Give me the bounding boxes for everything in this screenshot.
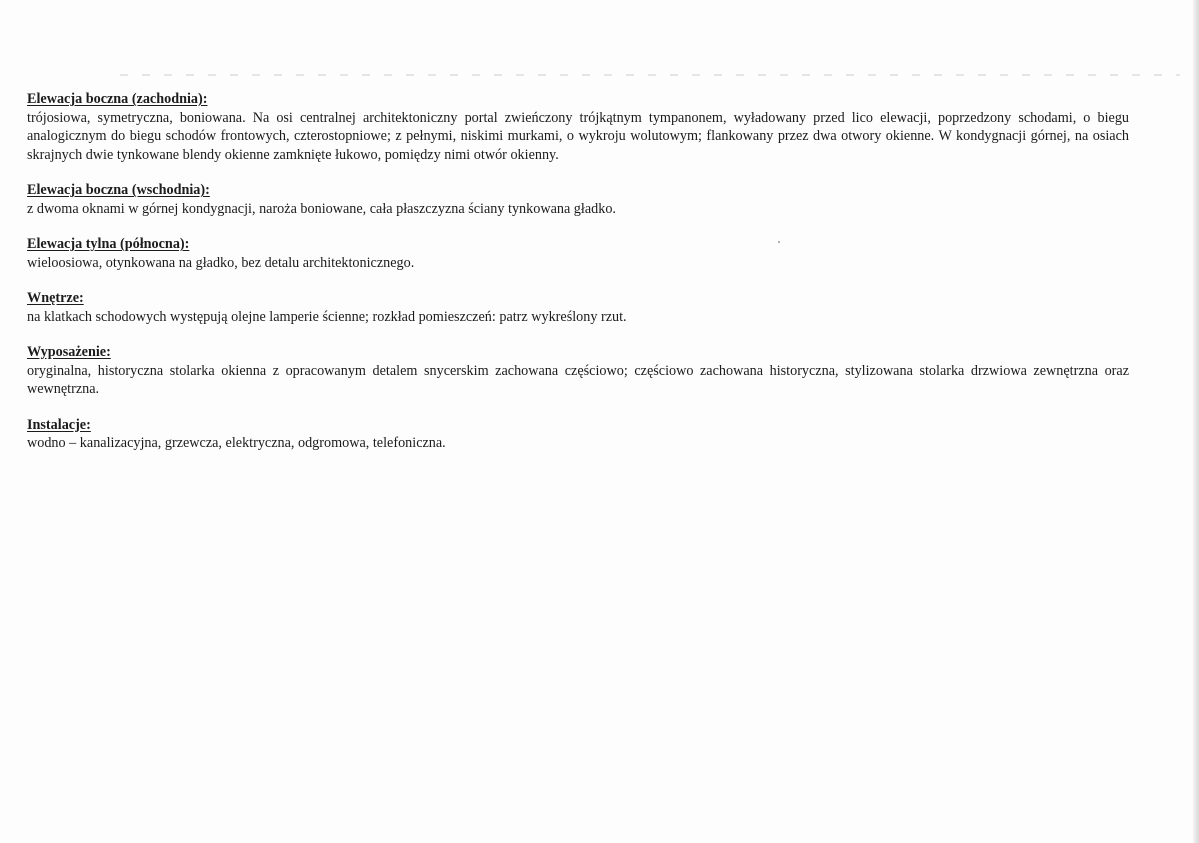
section-heading: Elewacja tylna (północna): xyxy=(27,236,190,252)
section-heading: Elewacja boczna (zachodnia): xyxy=(27,91,208,107)
section-rear-elevation xyxy=(27,235,1129,272)
section-text: na klatkach schodowych występują olejne lamperie ścienne; rozkład pomieszczeń: patrz wykreślony rzut. xyxy=(27,308,627,325)
section-installations xyxy=(27,416,1129,453)
section-text: wieloosiowa, otynkowana na gładko, bez detalu architektonicznego. xyxy=(27,254,415,271)
document-body xyxy=(27,90,1129,470)
section-heading: Wyposażenie: xyxy=(27,344,111,360)
section-furnishings xyxy=(27,343,1129,399)
section-heading: Elewacja boczna (wschodnia): xyxy=(27,182,210,198)
section-interior xyxy=(27,289,1129,326)
section-heading: Instalacje: xyxy=(27,416,91,433)
section-west-elevation xyxy=(27,90,1129,164)
section-text: oryginalna, historyczna stolarka okienna z opracowanym detalem snycerskim zachowana częściowo; częściowo zachowana historyczna, stylizowana stolarka drzwiowa zewnętrzna oraz wewnętrzna. xyxy=(27,362,1129,397)
scan-artifact-line xyxy=(120,74,1180,76)
section-text: trójosiowa, symetryczna, boniowana. Na osi centralnej architektoniczny portal zwieńczony trójkątnym tympanonem, wyładowany przed lico elewacji, poprzedzony schodami, o biegu analogicznym do biegu schodów frontowych, czterostopniowe; z pełnymi, niskimi murkami, o wykroju wolutowym; flankowany przez dwa otwory okienne. W kondygnacji górnej, na osiach skrajnych dwie tynkowane blendy okienne zamknięte łukowo, pomiędzy nimi otwór okienny. xyxy=(27,109,1129,163)
scan-edge-shadow xyxy=(1193,0,1199,843)
section-east-elevation xyxy=(27,181,1129,218)
section-text: z dwoma oknami w górnej kondygnacji, naroża boniowane, cała płaszczyzna ściany tynkowana gładko. xyxy=(27,200,616,217)
section-text: wodno – kanalizacyjna, grzewcza, elektryczna, odgromowa, telefoniczna. xyxy=(27,435,446,451)
section-heading: Wnętrze: xyxy=(27,290,84,306)
